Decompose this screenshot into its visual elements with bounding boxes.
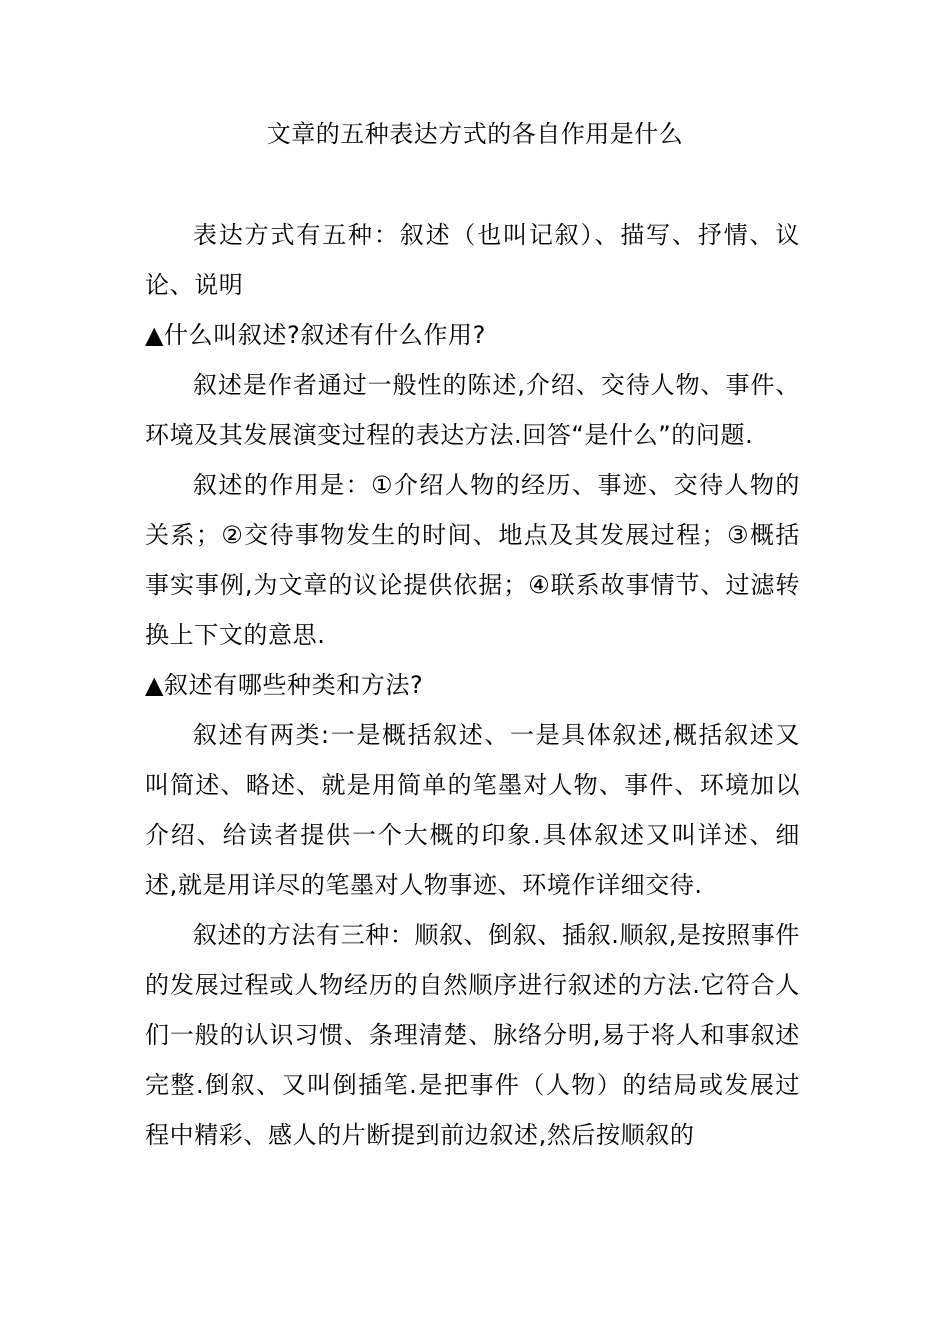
heading-narration-types: ▲叙述有哪些种类和方法?	[145, 671, 424, 699]
document-title: 文章的五种表达方式的各自作用是什么	[266, 120, 684, 148]
paragraph-narration-definition: 叙述是作者通过一般性的陈述,介绍、交待人物、事件、环境及其发展演变过程的表达方法.回答“是什么”的问题.	[145, 371, 800, 449]
paragraph-narration-categories: 叙述有两类:一是概括叙述、一是具体叙述,概括叙述又叫简述、略述、就是用简单的笔墨对人物、事件、环境加以介绍、给读者提供一个大概的印象.具体叙述又叫详述、细述,就是用详尽的笔墨对人物事迹、环境作详细交待.	[145, 721, 800, 899]
paragraph-narration-methods: 叙述的方法有三种：顺叙、倒叙、插叙.顺叙,是按照事件的发展过程或人物经历的自然顺序进行叙述的方法.它符合人们一般的认识习惯、条理清楚、脉络分明,易于将人和事叙述完整.倒叙、又叫倒插笔.是把事件（人物）的结局或发展过程中精彩、感人的片断提到前边叙述,然后按顺叙的	[145, 921, 800, 1149]
document-body	[145, 210, 800, 1160]
heading-what-is-narration: ▲什么叫叙述?叙述有什么作用?	[145, 321, 486, 349]
paragraph-narration-functions: 叙述的作用是：①介绍人物的经历、事迹、交待人物的关系；②交待事物发生的时间、地点及其发展过程；③概括事实事例,为文章的议论提供依据；④联系故事情节、过滤转换上下文的意思.	[145, 471, 800, 649]
paragraph-expression-modes: 表达方式有五种：叙述（也叫记叙）、描写、抒情、议论、说明	[145, 221, 800, 299]
